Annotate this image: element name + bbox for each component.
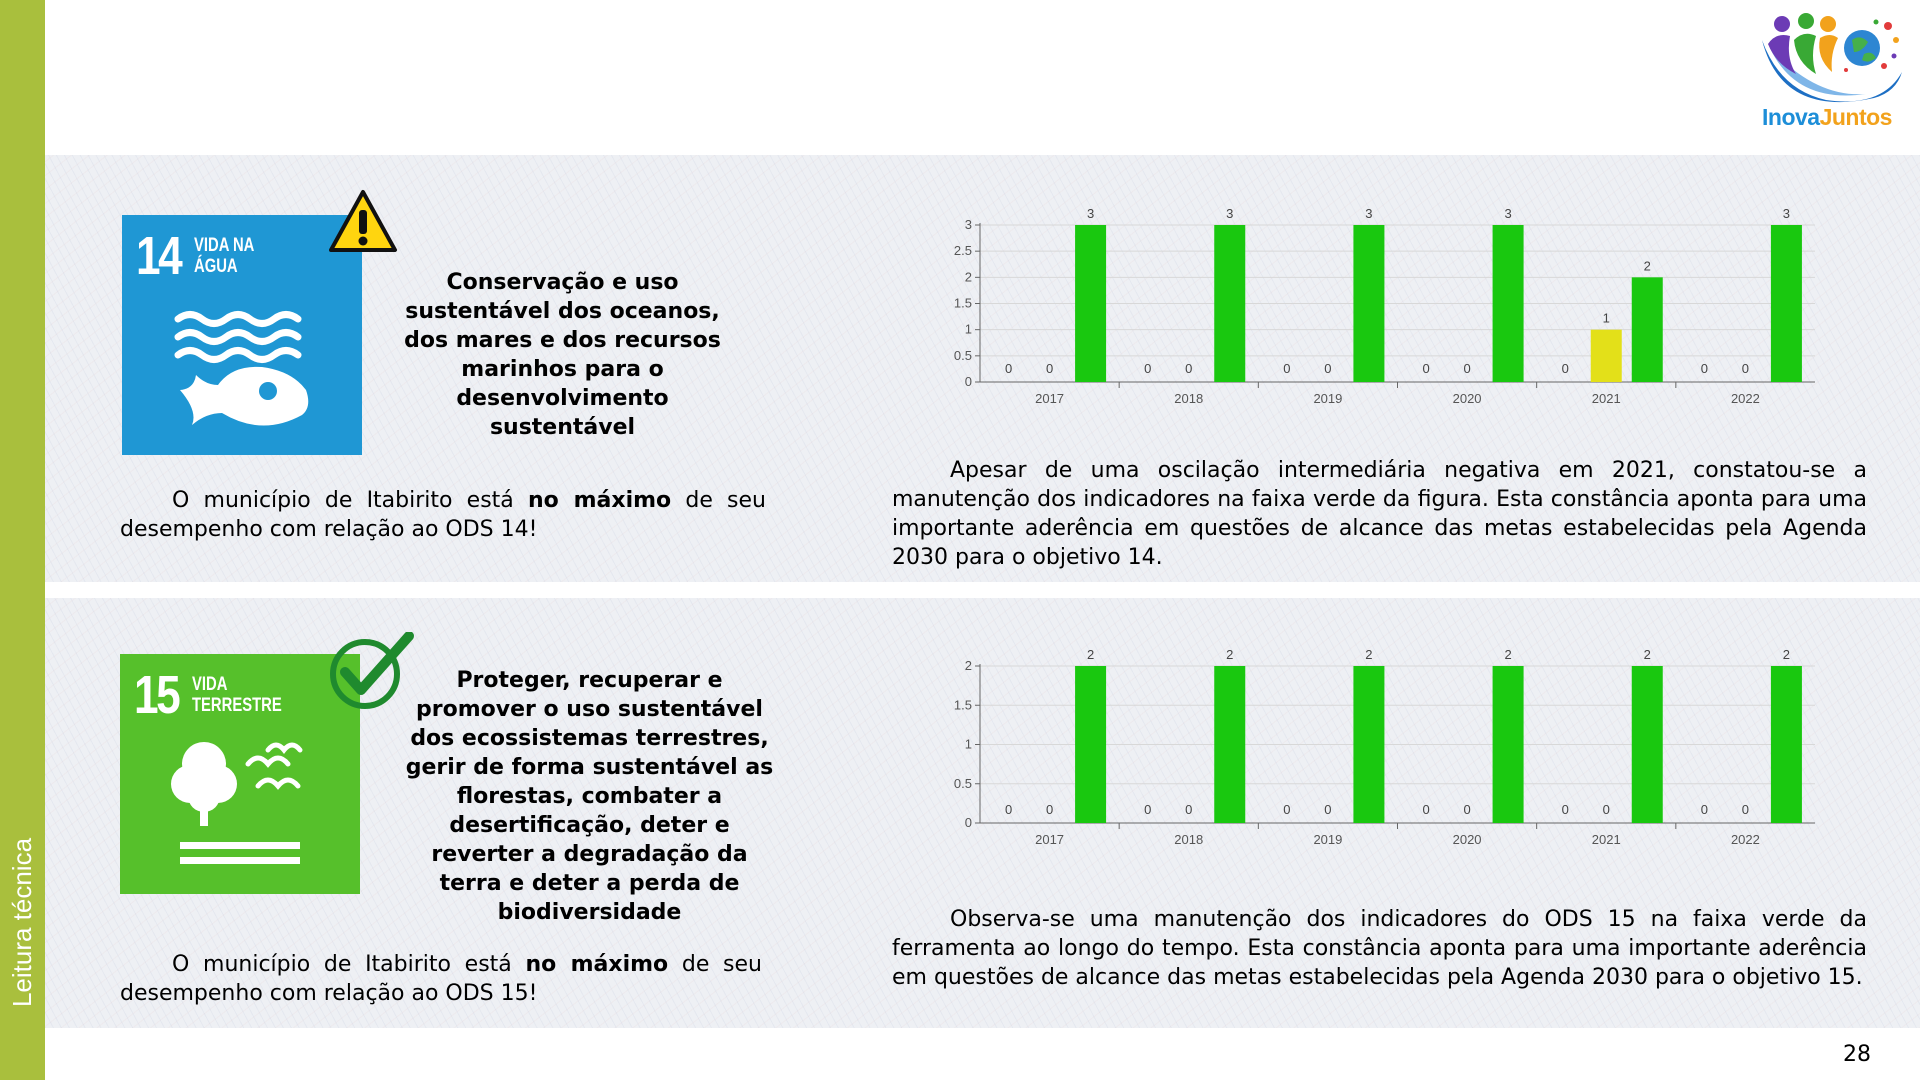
x-tick-label: 2018 [1174,391,1204,406]
goal14-title: Conservação e uso sustentável dos oceanos, dos mares e dos recursos marinhos para o desenvolvimento sustentável [404,270,721,440]
ods14-bar-chart [930,195,1820,420]
ods14-summary-after: de seu desempenho com relação ao ODS 14! [120,488,766,542]
y-tick-label: 2.5 [953,243,972,259]
bar-data-label: 0 [1324,361,1332,376]
logo-text-inova: Inova [1762,104,1820,130]
sdg15-tile [120,654,360,894]
bar-data-label: 0 [1324,802,1332,817]
bar [1353,225,1384,382]
sidebar-label: Leitura técnica [7,837,38,1007]
bar [1632,277,1663,382]
y-tick-label: 0.5 [953,775,972,791]
y-tick-label: 3 [964,217,972,232]
ods14-description [892,456,1867,572]
sdg15-number: 15 [134,665,179,725]
y-tick-label: 1 [964,321,972,337]
bar-data-label: 0 [1561,361,1569,376]
fish-waves-icon [122,215,362,455]
y-tick-label: 1.5 [953,295,972,311]
y-tick-label: 1.5 [953,697,972,713]
bar [1493,666,1524,823]
bar-data-label: 0 [1422,361,1430,376]
x-tick-label: 2021 [1591,832,1621,847]
goal15-title: Proteger, recuperar e promover o uso sustentável dos ecossistemas terrestres, gerir de forma sustentável as florestas, combater a desertificação, deter e reverter a degradação da terra e deter a perda de biodiversidade [405,668,774,925]
ods15-description [892,905,1867,992]
ods15-bar-chart [930,636,1820,861]
x-tick-label: 2017 [1035,832,1065,847]
sidebar-label-wrap [0,812,45,1032]
bar [1075,225,1106,382]
bar [1632,666,1663,823]
bar [1214,225,1245,382]
y-tick-label: 2 [964,658,972,673]
bar-data-label: 3 [1504,206,1512,221]
ods14-summary [120,486,766,544]
bar-data-label: 2 [1782,647,1791,662]
ods14-description-text: Apesar de uma oscilação intermediária negativa em 2021, constatou-se a manutenção dos indicadores na faixa verde da figura. Esta constância aponta para uma importante aderência em questões de alcance das metas estabelecidas pela Agenda 2030 para o objetivo 14. [892,458,1867,570]
bar-data-label: 0 [1045,361,1054,376]
x-tick-label: 2020 [1452,391,1482,406]
bar-data-label: 0 [1463,802,1471,817]
sdg14-name: VIDA NA ÁGUA [194,235,255,277]
ods15-summary-after: de seu desempenho com relação ao ODS 15! [120,952,762,1006]
ods14-summary-before: O município de Itabirito está [172,488,528,513]
bar-data-label: 0 [1185,802,1193,817]
bar-data-label: 2 [1643,647,1651,662]
bar-data-label: 2 [1504,647,1512,662]
x-tick-label: 2020 [1452,832,1482,847]
bar [1771,666,1802,823]
x-tick-label: 2019 [1313,832,1343,847]
bar-data-label: 2 [1643,258,1651,274]
tree-birds-icon [120,654,360,894]
ods14-summary-bold: no máximo [527,488,672,513]
logo-text-juntos: Juntos [1819,104,1892,130]
y-tick-label: 2 [964,269,972,285]
bar [1771,225,1802,382]
x-tick-label: 2017 [1035,391,1065,406]
y-tick-label: 0.5 [953,347,972,363]
x-tick-label: 2022 [1730,391,1760,406]
bar-data-label: 0 [1561,802,1569,817]
bar-data-label: 0 [1045,802,1054,817]
y-tick-label: 0 [964,815,972,830]
bar-data-label: 3 [1365,206,1373,221]
logo-text [1762,104,1892,131]
x-tick-label: 2019 [1313,391,1343,406]
bar-data-label: 0 [1185,361,1193,376]
bar-data-label: 0 [1700,361,1709,376]
warning-icon [328,188,398,254]
page-number: 28 [1843,1042,1871,1067]
ods15-description-text: Observa-se uma manutenção dos indicadores do ODS 15 na faixa verde da ferramenta ao longo do tempo. Esta constância aponta para uma importante aderência em questões de alcance das metas estabelecidas pela Agenda 2030 para o objetivo 15. [892,907,1867,990]
bar-data-label: 0 [1004,802,1013,817]
bar-data-label: 0 [1463,361,1471,376]
sdg14-tile [122,215,362,455]
bar-data-label: 0 [1283,802,1291,817]
bar-data-label: 2 [1365,647,1373,662]
sdg14-number: 14 [136,226,181,286]
ods15-summary-bold: no máximo [525,952,669,977]
bar-data-label: 2 [1086,647,1095,662]
bar [1214,666,1245,823]
bar-data-label: 0 [1700,802,1709,817]
bar-data-label: 0 [1422,802,1430,817]
bar [1353,666,1384,823]
x-tick-label: 2018 [1174,832,1204,847]
bar-data-label: 0 [1144,361,1152,376]
y-tick-label: 1 [964,736,972,752]
bar-data-label: 0 [1004,361,1013,376]
bar [1075,666,1106,823]
bar-data-label: 0 [1602,802,1610,817]
bar-data-label: 1 [1602,310,1610,326]
x-tick-label: 2021 [1591,391,1621,406]
bar-data-label: 3 [1226,206,1234,221]
sidebar [0,0,45,1080]
bar-data-label: 3 [1086,206,1095,221]
bar-data-label: 0 [1144,802,1152,817]
x-tick-label: 2022 [1730,832,1760,847]
bar-data-label: 0 [1283,361,1291,376]
sdg15-name: VIDA TERRESTRE [192,674,282,716]
bar-data-label: 0 [1741,802,1750,817]
bar-data-label: 3 [1782,206,1791,221]
bar [1493,225,1524,382]
bar-data-label: 0 [1741,361,1750,376]
bar [1591,330,1622,382]
ods15-summary-before: O município de Itabirito está [172,952,526,977]
bar-data-label: 2 [1226,647,1234,662]
ods15-summary [120,950,762,1008]
y-tick-label: 0 [964,374,972,389]
